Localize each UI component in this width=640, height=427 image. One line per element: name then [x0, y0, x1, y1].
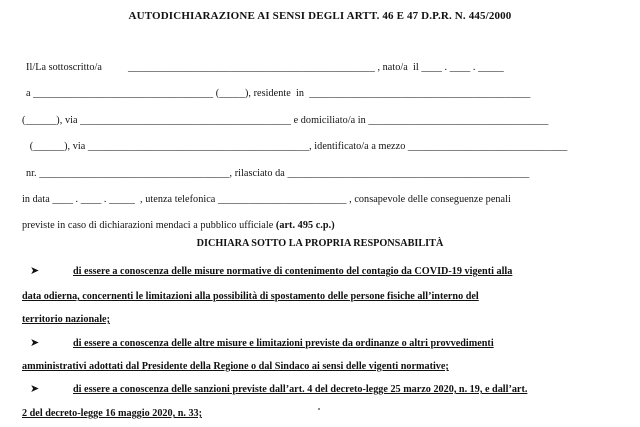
bullet-3-line-1: di essere a conoscenza delle sanzioni previste dall’art. 4 del decreto-legge 25 marzo 2020, n. 19, e dall’art. — [73, 384, 528, 395]
bullet-1-line-2: data odierna, concernenti le limitazioni alla possibilità di spostamento delle persone fisiche all’interno del — [22, 291, 479, 302]
penal-code-reference: (art. 495 c.p.) — [275, 220, 335, 231]
document-title: AUTODICHIARAZIONE AI SENSI DEGLI ARTT. 46 E 47 D.P.R. N. 445/2000 — [128, 10, 512, 22]
form-line-identification: (______), via ___________________________________________, identificato/a a mezzo _______________________________ — [22, 141, 568, 152]
penal-consequences-line — [22, 219, 335, 232]
arrow-bullet-icon: ➤ — [30, 264, 40, 277]
arrow-bullet-icon: ➤ — [30, 382, 40, 395]
arrow-bullet-icon: ➤ — [30, 336, 40, 349]
form-line-name: Il/La sottoscritto/a ________________________________________________ , nato/a il ____ . ____ . _____ — [26, 62, 504, 73]
form-line-date-phone: in data ____ . ____ . _____ , utenza telefonica _________________________ , consapevole delle conseguenze penali — [22, 194, 511, 205]
bullet-2-line-1: di essere a conoscenza delle altre misure e limitazioni previste da ordinanze o altri provvedimenti — [73, 338, 494, 349]
bullet-1-line-1: di essere a conoscenza delle misure normative di contenimento del contagio da COVID-19 vigenti alla — [73, 266, 513, 277]
bullet-3-line-2: 2 del decreto-legge 16 maggio 2020, n. 33; — [22, 408, 203, 419]
form-line-document-number: nr. _____________________________________, rilasciato da _______________________________________________ — [26, 168, 530, 179]
declaration-heading: DICHIARA SOTTO LA PROPRIA RESPONSABILITÀ — [196, 238, 444, 249]
form-line-domicile: (______), via _________________________________________ e domiciliato/a in ___________________________________ — [22, 115, 549, 126]
bullet-1-line-3: territorio nazionale; — [22, 314, 110, 325]
penal-text: previste in caso di dichiarazioni mendaci a pubblico ufficiale — [22, 220, 276, 231]
bullet-2-line-2: amministrativi adottati dal Presidente della Regione o dal Sindaco ai sensi delle vigenti normative; — [22, 361, 449, 372]
scan-speck — [318, 408, 320, 410]
form-line-residence: a ___________________________________ (_____), residente in ___________________________________________ — [26, 88, 531, 99]
